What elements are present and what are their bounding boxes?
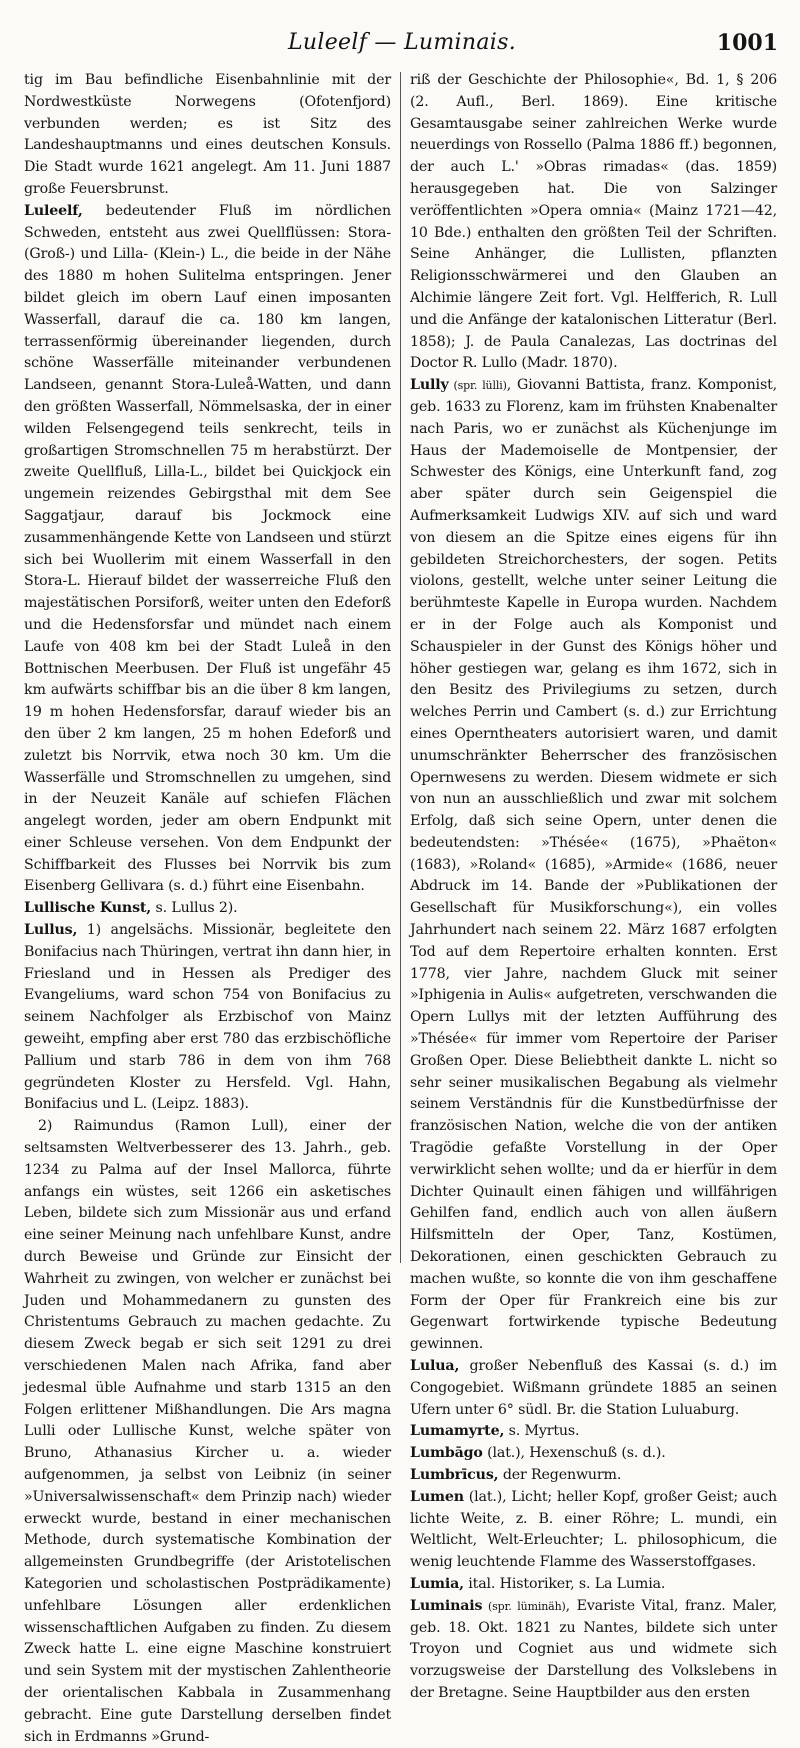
entry-text: großer Nebenfluß des Kassai (s. d.) im Congogebiet. Wißmann gründete 1885 an seinen Ufern unter 6° südl. Br. die Station Luluaburg. [410,1358,777,1418]
entry-headword: Lully [410,377,449,394]
entry-text: (lat.), Hexenschuß (s. d.). [482,1445,666,1462]
entry-paragraph [24,201,391,899]
entry-text: 1) angelsächs. Missionär, begleitete den Bonifacius nach Thüringen, vertrat ihn dann hier, in Friesland und in Hessen als Prediger des Evangeliums, ward schon 754 von Bonifacius zu seinem Nachfolger als Erzbischof von Mainz geweiht, empfing aber erst 780 das erzbischöfliche Pallium und starb 786 in dem von ihm 768 gegründeten Kloster zu Hersfeld. Vgl. Hahn, Bonifacius und L. (Leipz. 1883). [24,922,391,1113]
entry-headword: Lumamyrte, [410,1423,505,1440]
left-column [24,70,400,1745]
entry-headword: Lumen [410,1488,464,1505]
entry-paragraph [410,1596,777,1705]
entry-text: bedeutender Fluß im nördlichen Schweden, entsteht aus zwei Quellflüssen: Stora- (Groß-) und Lilla- (Klein-) L., die beide in der Nähe des 1880 m hohen Sulitelma entspringen. Jener bildet gleich im obern Lauf einen imposanten Wasserfall, darauf die ca. 180 km langen, terrassenförmig übereinander liegenden, durch schöne Wasserfälle miteinander verbundenen Landseen, genannt Stora-Luleå-Watten, und dann den größten Wasserfall, Nömmelsaska, der in einer wilden Felsengegend teils senkrecht, teils in großartigen Stromschnellen 75 m herabstürzt. Der zweite Quellfluß, Lilla-L., bildet bei Quickjock ein ungemein reizendes Gebirgsthal mit dem See Saggatjaur, darauf bis Jockmock eine zusammenhängende Kette von Landseen und stürzt sich bei Wuollerim mit einem Wasserfall in den Stora-L. Hierauf bildet der wasserreiche Fluß den majestätischen Porsiforß, weiter unten den Edeforß und die Hedensforsfar und mündet nach einem Laufe von 408 km bei der Stadt Luleå in den Bottnischen Meerbusen. Der Fluß ist ungefähr 45 km aufwärts schiffbar bis an die über 8 km langen, 19 m hohen Hedensforsfar, darauf wieder bis an den über 2 km langen, 25 m hohen Edeforß und zuletzt bis Norrvik, etwa noch 30 km. Um die Wasserfälle und Stromschnellen zu umgehen, sind in der Neuzeit Kanäle auf schiefen Flächen angelegt worden, jeder am obern Endpunkt mit einer Schleuse versehen. Von dem Endpunkt der Schiffbarkeit des Flusses bei Norrvik bis zum Eisenberg Gellivara (s. d.) führt eine Eisenbahn. [24,202,391,895]
entry-text: s. Lullus 2). [151,900,238,917]
entry-headword: Lumbāgo [410,1445,483,1462]
entry-paragraph [410,70,777,375]
entry-text: tig im Bau befindliche Eisenbahnlinie mit der Nordwestküste Norwegens (Ofotenfjord) verbunden werden; es ist Sitz des Landeshauptmanns und eines deutschen Konsuls. Die Stadt wurde 1621 angelegt. Am 11. Juni 1887 große Feuersbrunst. [24,72,391,197]
entry-paragraph [410,1465,777,1487]
entry-text: ital. Historiker, s. La Lumia. [463,1575,666,1592]
entry-headword: Luminais [410,1597,483,1614]
entry-headword: Luleelf, [24,202,83,219]
entry-headword: Lulua, [410,1358,460,1375]
entry-paragraph [24,898,391,920]
entry-paragraph [410,375,777,1356]
entry-headword: Lumia, [410,1575,464,1592]
entry-paragraph [24,920,391,1116]
pronunciation-note: (spr. lülli) [448,379,507,393]
page-header [26,30,778,64]
entry-text: , Evariste Vital, franz. Maler, geb. 18. Okt. 1821 zu Nantes, bildete sich unter Troyon und Cogniet aus und widmete sich vorzugsweise der Darstellung des Volkslebens in der Bretagne. Seine Hauptbilder aus den ersten [410,1597,777,1701]
right-column [401,70,777,1701]
entry-paragraph [410,1356,777,1421]
entry-text: , Giovanni Battista, franz. Komponist, geb. 1633 zu Florenz, kam im frühsten Knabenalter nach Paris, wo er zunächst als Küchenjunge im Haus der Mademoiselle de Montpensier, der Schwester des Königs, eine Unterkunft fand, zog aber später durch sein Geigenspiel die Aufmerksamkeit Ludwigs XIV. auf sich und ward von diesem an die Spitze eines eigens für ihn gebildeten Streichorchesters, der sogen. Petits violons, gestellt, welche unter seiner Leitung die berühmteste Kapelle in Europa wurden. Nachdem er in der Folge auch als Komponist und Schauspieler in der Gunst des Königs höher und höher gestiegen war, gelang es ihm 1672, sich in den Besitz des Privilegiums zu setzen, durch welches Perrin und Cambert (s. d.) zur Errichtung eines Operntheaters autorisiert waren, und damit unumschränkter Beherrscher des französischen Opernwesens zu werden. Diesem widmete er sich von nun an ausschließlich und zwar mit solchem Erfolg, daß sich seine Opern, unter denen die bedeutendsten: »Thésée« (1675), »Phaëton« (1683), »Roland« (1685), »Armide« (1686, neuer Abdruck im 14. Bande der »Publikationen der Gesellschaft für Musikforschung«), ein volles Jahrhundert nach seinem 22. März 1687 erfolgten Tod auf dem Repertoire erhalten konnten. Erst 1778, vier Jahre, nachdem Gluck mit seiner »Iphigenia in Aulis« aufgetreten, verschwanden die Opern Lullys mit der letzten Aufführung des »Thésée« für immer vom Repertoire der Pariser Großen Oper. Diese Beliebtheit dankte L. nicht so sehr seiner musikalischen Begabung als vielmehr seinem Verständnis für die Kunstbedürfnisse der französischen Nation, welche die von der antiken Tragödie gefaßte Vorstellung in der Oper verwirklicht sehen wollte; und da er hierfür in dem Dichter Quinault einen fähigen und willfährigen Gehilfen fand, endlich auch von allen äußern Hilfsmitteln der Oper, Tanz, Kostümen, Dekorationen, einen geschickten Gebrauch zu machen wußte, so konnte die von ihm geschaffene Form der Oper für Frankreich eine bis zur Gegenwart fortwirkende typische Bedeutung gewinnen. [410,377,777,1353]
page-number: 1001 [716,30,778,56]
entry-paragraph [410,1487,777,1574]
entry-text: der Regenwurm. [498,1467,622,1483]
pronunciation-note: (spr. lüminäh) [482,1599,566,1613]
entry-text: riß der Geschichte der Philosophie«, Bd. 1, § 206 (2. Aufl., Berl. 1869). Eine kritische Gesamtausgabe seiner zahlreichen Werke wurde neuerdings von Rossello (Palma 1886 ff.) begonnen, der auch L.' »Obras rimadas« (das. 1859) herausgegeben hat. Die von Salzinger veröffentlichten »Opera omnia« (Mainz 1721—42, 10 Bde.) enthalten den größten Teil der Schriften. Seine Anhänger, die Lullisten, pflanzten Religionsschwärmerei und den Glauben an Alchimie längere Zeit fort. Vgl. Helfferich, R. Lull und die Anfänge der katalonischen Litteratur (Berl. 1858); J. de Paula Canalezas, Las doctrinas del Doctor R. Lullo (Madr. 1870). [410,72,777,372]
entry-text: s. Myrtus. [504,1423,580,1440]
entry-paragraph [410,1421,777,1443]
entry-headword: Lullus, [24,922,78,939]
running-title: Luleelf — Luminais. [288,30,516,55]
entry-headword: Lullische Kunst, [24,900,152,917]
entry-text: (lat.), Licht; heller Kopf, großer Geist; auch lichte Weite, z. B. einer Röhre; L. mundi, ein Weltlicht, Welt-Erleuchter; L. philosophicum, die wenig leuchtende Flamme des Wasserstoffgases. [410,1488,777,1571]
entry-text: 2) Raimundus (Ramon Lull), einer der seltsamsten Weltverbesserer des 13. Jahrh., geb. 1234 zu Palma auf der Insel Mallorca, führte anfangs ein wüstes, seit 1266 ein asketisches Leben, bildete sich zum Missionär aus und erfand eine seiner Meinung nach unfehlbare Kunst, andre durch Beweise und Gründe zur Einsicht der Wahrheit zu zwingen, von welcher er zunächst bei Juden und Mohammedanern zu gunsten des Christentums Gebrauch zu machen gedachte. Zu diesem Zweck begab er sich seit 1291 zu drei verschiedenen Malen nach Afrika, fand aber jedesmal üble Aufnahme und starb 1315 an den Folgen erlittener Mißhandlungen. Die Ars magna Lulli oder Lullische Kunst, welche später von Bruno, Athanasius Kircher u. a. wieder aufgenommen, ja selbst von Leibniz (in seiner »Universalwissenschaft« dem Prinzip nach) wieder erweckt wurde, bestand in einer mechanischen Methode, durch systematische Kombination der allgemeinsten Grundbegriffe (der Aristotelischen Kategorien und scholastischen Postprädikamente) unfehlbare Lösungen aller erdenklichen wissenschaftlichen Aufgaben zu finden. Zu diesem Zweck hatte L. eine eigne Maschine konstruiert und sein System mit der mystischen Zahlentheorie der orientalischen Kabbala in Zusammenhang gebracht. Eine gute Darstellung derselben findet sich in Erdmanns »Grund- [24,1118,391,1745]
entry-paragraph [24,1116,391,1748]
text-columns [24,70,782,1745]
entry-paragraph [24,70,391,201]
entry-paragraph [410,1443,777,1465]
entry-paragraph [410,1574,777,1596]
entry-headword: Lumbrīcus, [410,1467,499,1483]
